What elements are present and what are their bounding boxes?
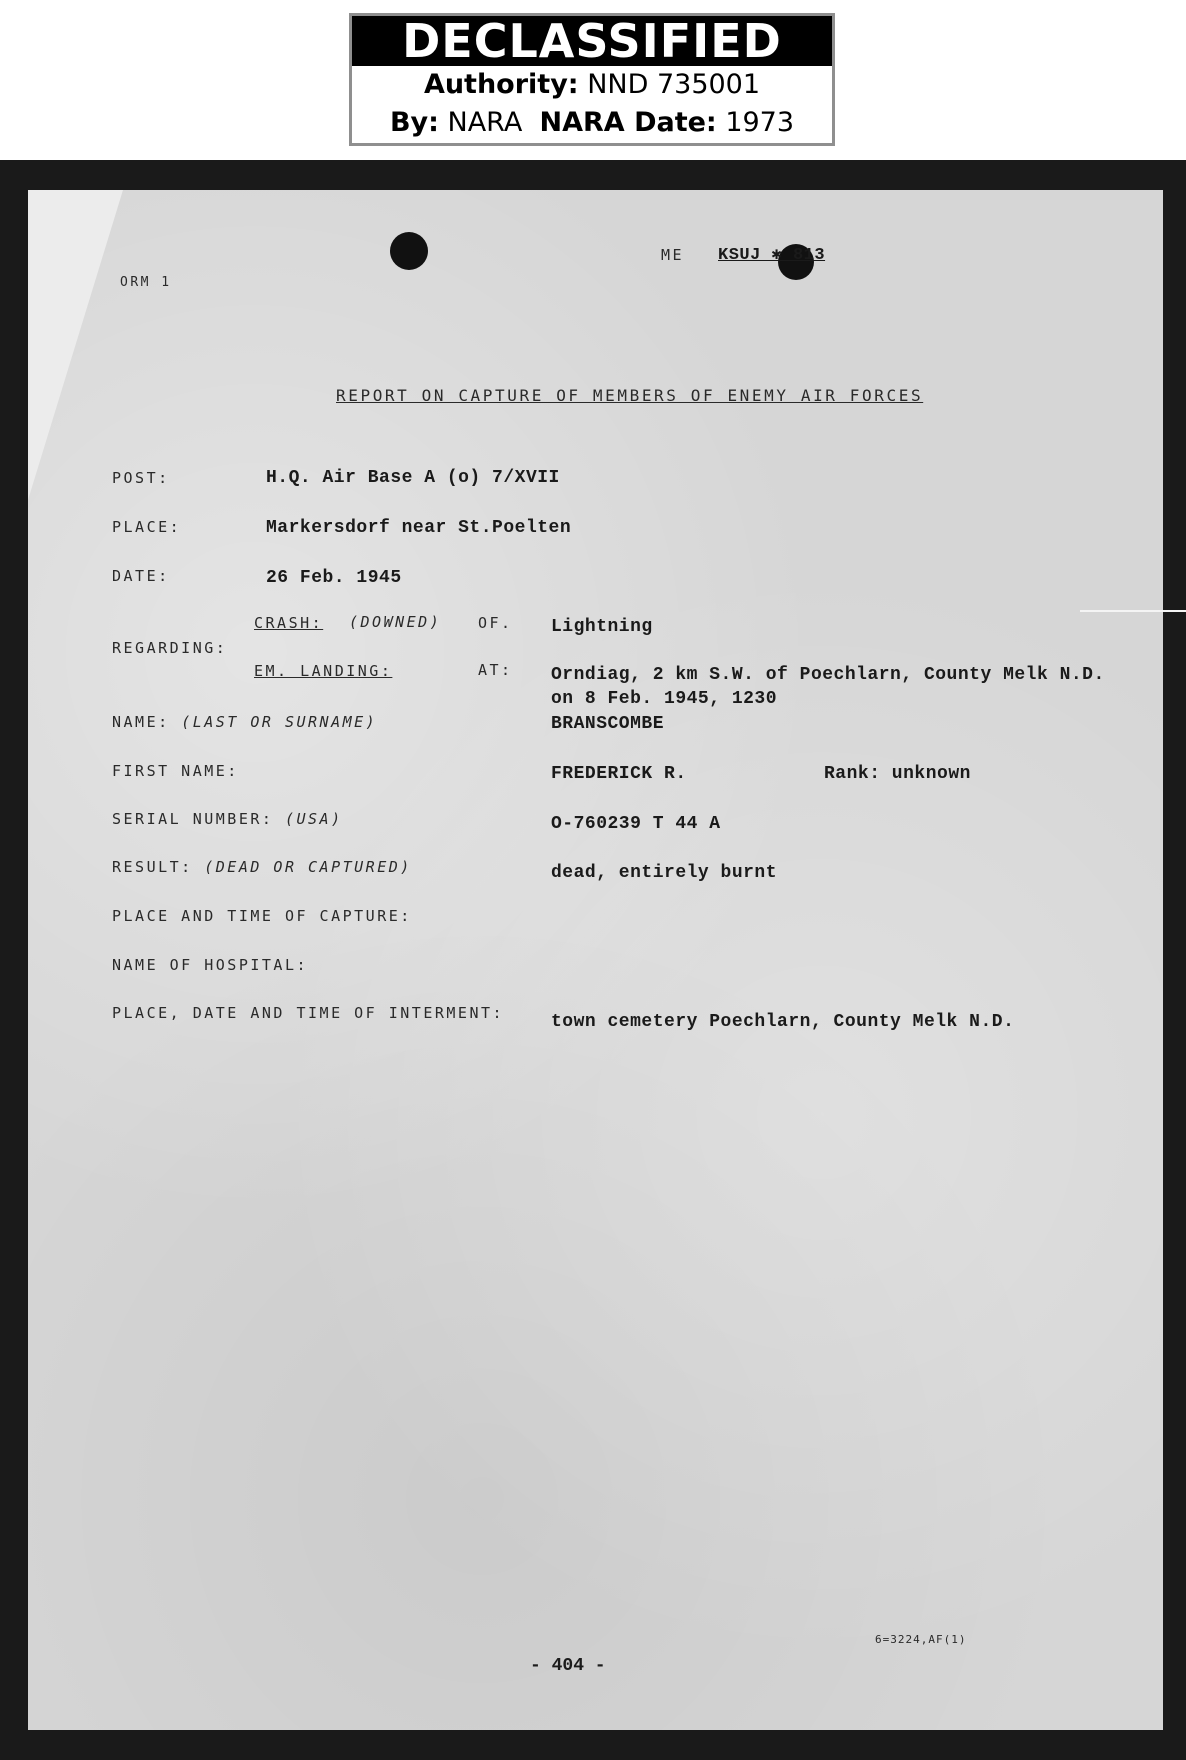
stamp-heading: DECLASSIFIED <box>352 16 832 66</box>
folded-corner <box>28 190 123 500</box>
paper-edge-line <box>1080 610 1186 612</box>
of-label: OF. <box>478 614 513 632</box>
result-hint: (DEAD OR CAPTURED) <box>204 858 412 876</box>
result-value: dead, entirely burnt <box>551 863 778 883</box>
date-value: 26 Feb. 1945 <box>266 568 402 588</box>
declassified-stamp <box>349 13 835 146</box>
serial-label: SERIAL NUMBER: <box>112 810 274 828</box>
post-label: POST: <box>112 469 170 487</box>
document-title: REPORT ON CAPTURE OF MEMBERS OF ENEMY AIR FORCES <box>336 386 924 405</box>
form-code: 6=3224,AF(1) <box>875 1633 967 1646</box>
stamp-authority-line <box>352 66 832 104</box>
stamp-date-value: 1973 <box>725 107 795 138</box>
name-label: NAME: <box>112 713 170 731</box>
result-label: RESULT: <box>112 858 193 876</box>
stamp-authority-value: NND 735001 <box>587 69 761 100</box>
regarding-label: REGARDING: <box>112 639 228 657</box>
stamp-date-label: NARA Date: <box>539 107 717 138</box>
first-name-value: FREDERICK R. <box>551 764 687 784</box>
interment-value: town cemetery Poechlarn, County Melk N.D. <box>551 1012 1015 1032</box>
stamp-by-value: NARA <box>447 107 523 138</box>
name-hint: (LAST OR SURNAME) <box>181 713 378 731</box>
em-landing-label: EM. LANDING: <box>254 662 393 680</box>
reference-number: KSUJ ✱ 813 <box>718 246 826 265</box>
downed-label <box>349 613 441 631</box>
interment-label: PLACE, DATE AND TIME OF INTERMENT: <box>112 1004 505 1022</box>
stamp-by-label: By: <box>389 107 439 138</box>
punch-hole <box>390 232 428 270</box>
at-label: AT: <box>478 661 513 679</box>
downed-label-text: (DOWNED) <box>349 613 442 631</box>
form-label: ORM 1 <box>120 275 172 290</box>
serial-hint: (USA) <box>284 810 343 828</box>
first-name-label: FIRST NAME: <box>112 762 239 780</box>
result-label-row <box>112 858 412 876</box>
place-label: PLACE: <box>112 518 182 536</box>
of-value: Lightning <box>551 617 653 637</box>
name-label-row <box>112 713 377 731</box>
place-value: Markersdorf near St.Poelten <box>266 518 572 538</box>
page-number: - 404 - <box>530 1656 606 1676</box>
date-label: DATE: <box>112 567 170 585</box>
at-value-line1: Orndiag, 2 km S.W. of Poechlarn, County Melk N.D. <box>551 665 1105 685</box>
at-value-line2: on 8 Feb. 1945, 1230 <box>551 689 778 709</box>
stamp-by-line <box>352 104 832 142</box>
reference-prefix: ME <box>661 246 685 264</box>
crash-label: CRASH: <box>254 614 324 632</box>
stamp-authority-label: Authority: <box>423 69 579 100</box>
rank-value: Rank: unknown <box>824 764 971 784</box>
capture-label: PLACE AND TIME OF CAPTURE: <box>112 907 412 925</box>
post-value: H.Q. Air Base A (o) 7/XVII <box>266 468 560 488</box>
serial-value: O-760239 T 44 A <box>551 814 721 834</box>
hospital-label: NAME OF HOSPITAL: <box>112 956 309 974</box>
name-value: BRANSCOMBE <box>551 714 665 734</box>
serial-label-row <box>112 810 343 828</box>
